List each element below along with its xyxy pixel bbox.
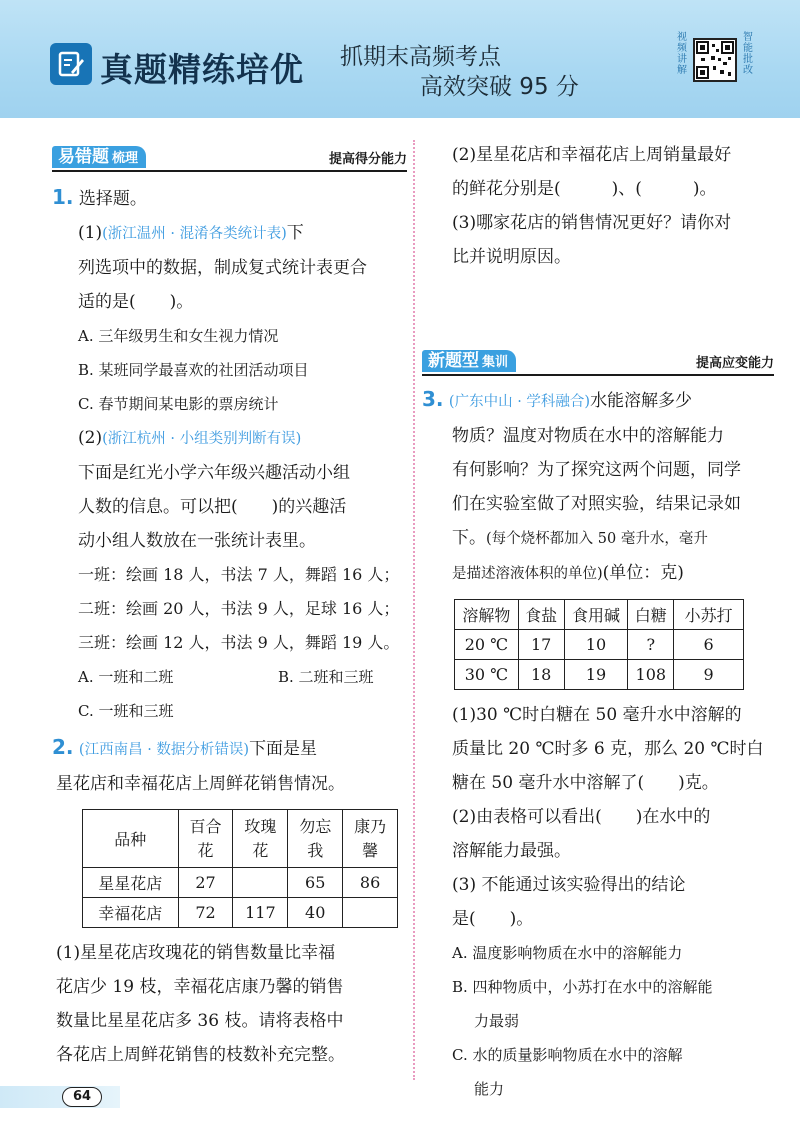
- right-column: [422, 138, 774, 1106]
- option-c[interactable]: C. 春节期间某电影的票房统计: [78, 395, 279, 413]
- table-row: [455, 630, 744, 660]
- table-row: [83, 868, 398, 898]
- text-run: 是描述溶液体积的单位): [452, 566, 603, 582]
- question-text: 列选项中的数据，制成复式统计表更合: [78, 258, 367, 278]
- table-cell-blank[interactable]: [343, 898, 398, 928]
- question-text: (2)由表格可以看出( )在水中的: [452, 807, 711, 827]
- question-text: (1)星星花店玫瑰花的销售数量比幸福: [56, 943, 336, 963]
- table-cell: 19: [564, 660, 628, 690]
- table-cell: 6: [674, 630, 744, 660]
- question-text: [452, 521, 774, 556]
- question-3-body: [422, 419, 774, 1106]
- table-cell: 20 ℃: [455, 630, 519, 660]
- header-line: 花: [197, 840, 214, 860]
- section-header-new-type: [422, 344, 774, 376]
- table-header: 小苏打: [674, 600, 744, 630]
- option-a[interactable]: A. 一班和二班: [78, 668, 174, 686]
- table-cell-blank[interactable]: [233, 868, 288, 898]
- qr-left-caption: 视频讲解: [677, 32, 687, 76]
- question-text: (2)星星花店和幸福花店上周销量最好: [452, 145, 732, 165]
- question-text: 糖在 50 毫升水中溶解了( )克。: [452, 773, 719, 793]
- question-1: [52, 180, 407, 216]
- table-cell: 72: [178, 898, 233, 928]
- question-text: 物质？温度对物质在水中的溶解能力: [452, 426, 724, 446]
- question-text: (1)30 ℃时白糖在 50 毫升水中溶解的: [452, 705, 742, 725]
- options-row: [78, 660, 407, 694]
- table-header: [343, 810, 398, 868]
- question-text: 人数的信息。可以把( )的兴趣活: [78, 497, 347, 517]
- page-header: [0, 0, 800, 118]
- class-info: 三班：绘画 12 人，书法 9 人，舞蹈 19 人。: [78, 633, 400, 652]
- table-header: [288, 810, 343, 868]
- question-3: [422, 382, 774, 419]
- question-text: 溶解能力最强。: [452, 841, 571, 861]
- solubility-table: [454, 599, 744, 690]
- option-c[interactable]: C. 一班和三班: [78, 702, 174, 720]
- question-text: 花店少 19 枝，幸福花店康乃馨的销售: [56, 977, 344, 997]
- header-line: 勿忘: [299, 816, 332, 836]
- text-run: (单位：克): [602, 563, 684, 583]
- left-column: [52, 140, 407, 1072]
- question-text: 们在实验室做了对照实验，结果记录如: [452, 494, 741, 514]
- question-2-continued: [422, 138, 774, 274]
- question-number: 3.: [422, 387, 444, 411]
- question-stem: 选择题。: [78, 189, 147, 209]
- header-line: 玫瑰: [244, 816, 277, 836]
- section-tag: [422, 350, 516, 372]
- table-header: 品种: [83, 810, 179, 868]
- section-aim: 提高得分能力: [328, 152, 407, 167]
- table-header: 白糖: [628, 600, 674, 630]
- option-a[interactable]: A. 温度影响物质在水中的溶解能力: [452, 944, 683, 962]
- class-info: 一班：绘画 18 人，书法 7 人，舞蹈 16 人；: [78, 565, 400, 584]
- class-info: 二班：绘画 20 人，书法 9 人，足球 16 人；: [78, 599, 400, 618]
- question-text: 是( )。: [452, 909, 534, 929]
- page-number-bar: [0, 1086, 120, 1108]
- table-cell: 星星花店: [83, 868, 179, 898]
- table-header: 食盐: [518, 600, 564, 630]
- option-a[interactable]: A. 三年级男生和女生视力情况: [78, 327, 279, 345]
- question-text: 有何影响？为了探究这两个问题，同学: [452, 460, 741, 480]
- table-cell: 108: [628, 660, 674, 690]
- question-text: [452, 556, 774, 591]
- table-cell: ?: [628, 630, 674, 660]
- table-header: [233, 810, 288, 868]
- question-source: (江西南昌 · 数据分析错误): [78, 742, 250, 758]
- option-b-continued: 力最弱: [474, 1012, 520, 1030]
- table-cell: 30 ℃: [455, 660, 519, 690]
- question-2: [52, 730, 407, 767]
- header-line: 百合: [189, 816, 222, 836]
- section-header-error-prone: [52, 140, 407, 172]
- section-tag-sub: 梳理: [112, 151, 139, 166]
- question-text: 比并说明原因。: [452, 247, 571, 267]
- question-1-part-2: [52, 421, 407, 728]
- option-c-continued: 能力: [474, 1080, 505, 1098]
- brand-title: 真题精练培优: [100, 50, 304, 89]
- qr-code-icon[interactable]: [693, 38, 737, 82]
- table-cell: 幸福花店: [83, 898, 179, 928]
- header-line: 花: [252, 840, 269, 860]
- question-text: (3)哪家花店的销售情况更好？请你对: [452, 213, 732, 233]
- header-line: 康乃: [354, 816, 387, 836]
- question-text: 各花店上周鲜花销售的枝数补充完整。: [56, 1045, 345, 1065]
- question-text: 适的是( )。: [78, 292, 194, 312]
- table-cell: 86: [343, 868, 398, 898]
- question-text: 下面是星: [249, 739, 318, 759]
- question-source: (广东中山 · 学科融合): [448, 394, 591, 410]
- table-header: [178, 810, 233, 868]
- section-tag: [52, 146, 146, 168]
- table-row: [83, 898, 398, 928]
- option-c[interactable]: C. 水的质量影响物质在水中的溶解: [452, 1046, 683, 1064]
- section-tag-sub: 集训: [482, 355, 509, 370]
- table-header: 食用碱: [564, 600, 628, 630]
- pencil-note-icon: [50, 43, 92, 85]
- section-tag-title: 新题型: [428, 351, 479, 371]
- section-aim: 提高应变能力: [695, 356, 774, 371]
- table-cell: 10: [564, 630, 628, 660]
- question-text: 水能溶解多少: [590, 391, 693, 411]
- header-line: 馨: [362, 840, 379, 860]
- header-line: 我: [307, 840, 324, 860]
- table-row: [455, 660, 744, 690]
- text-run: 下。: [452, 528, 486, 548]
- table-cell: 117: [233, 898, 288, 928]
- question-source: (浙江杭州 · 小组类别判断有误): [102, 431, 302, 447]
- table-header-row: [455, 600, 744, 630]
- option-b[interactable]: B. 某班同学最喜欢的社团活动项目: [78, 361, 309, 379]
- question-text: 的鲜花分别是( )、( )。: [452, 179, 717, 199]
- table-cell: 27: [178, 868, 233, 898]
- option-b[interactable]: B. 二班和三班: [278, 668, 374, 686]
- table-cell: 17: [518, 630, 564, 660]
- table-cell: 9: [674, 660, 744, 690]
- column-divider: [413, 140, 415, 1080]
- question-text: (3) 不能通过该实验得出的结论: [452, 875, 686, 895]
- question-text: 下面是红光小学六年级兴趣活动小组: [78, 463, 350, 483]
- text-run: (每个烧杯都加入 50 毫升水，毫升: [486, 531, 708, 547]
- question-text: 动小组人数放在一张统计表里。: [78, 531, 316, 551]
- question-source: (浙江温州 · 混淆各类统计表): [102, 226, 287, 242]
- question-text: 质量比 20 ℃时多 6 克，那么 20 ℃时白: [452, 739, 764, 759]
- part-number: (1): [78, 223, 103, 243]
- question-text: 数量比星星花店多 36 枝。请将表格中: [56, 1011, 344, 1031]
- question-number: 2.: [52, 735, 74, 759]
- table-cell: 40: [288, 898, 343, 928]
- table-cell: 18: [518, 660, 564, 690]
- slogan-line-2: 高效突破 95 分: [420, 74, 579, 100]
- question-text: 下: [286, 223, 304, 243]
- question-2-part-1: [52, 936, 407, 1072]
- table-header: 溶解物: [455, 600, 519, 630]
- question-number: 1.: [52, 185, 74, 209]
- question-text: 星花店和幸福花店上周鲜花销售情况。: [56, 774, 345, 794]
- table-cell: 65: [288, 868, 343, 898]
- section-tag-title: 易错题: [58, 147, 109, 167]
- flower-sales-table: [82, 809, 398, 928]
- qr-right-caption: 智能批改: [743, 32, 753, 76]
- question-1-part-1: [52, 216, 407, 421]
- option-b[interactable]: B. 四种物质中，小苏打在水中的溶解能: [452, 978, 713, 996]
- part-number: (2): [78, 428, 103, 448]
- page-number: 64: [62, 1087, 102, 1107]
- slogan-line-1: 抓期末高频考点: [340, 44, 501, 70]
